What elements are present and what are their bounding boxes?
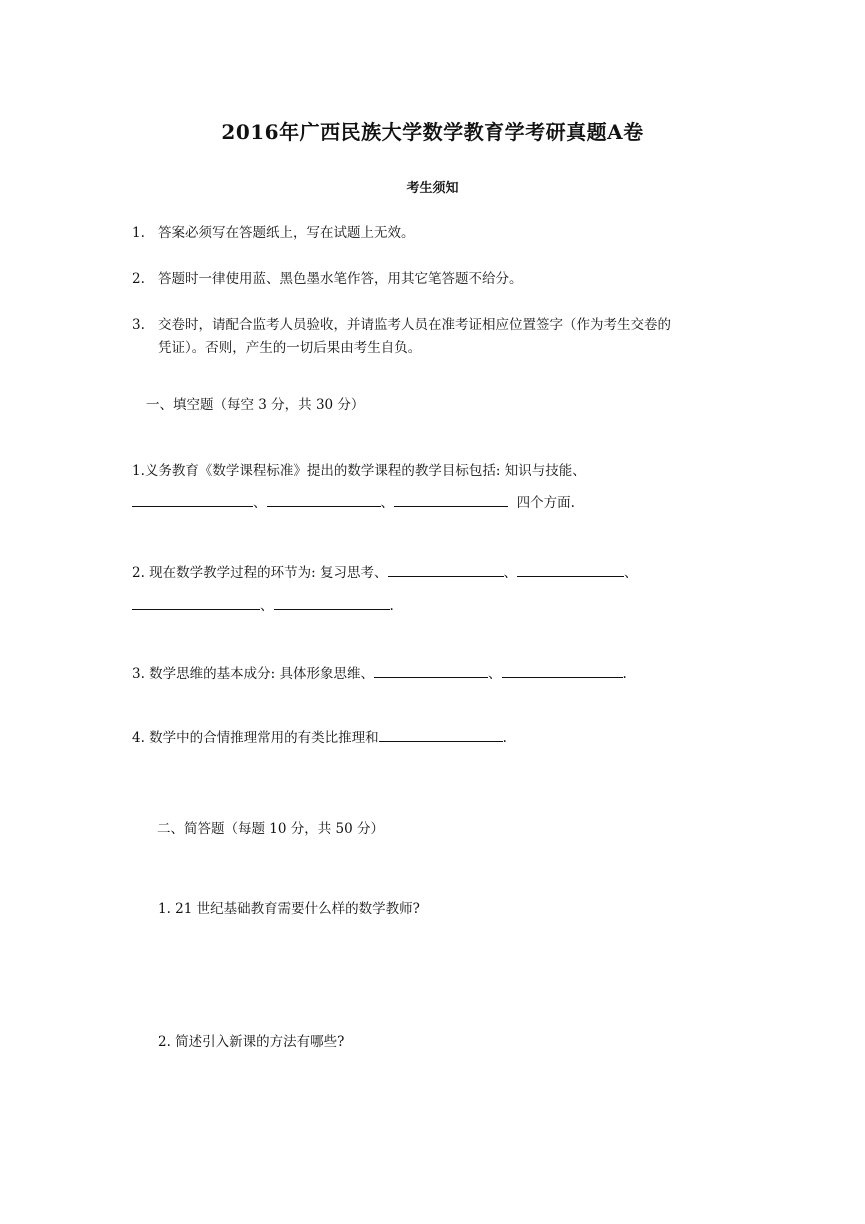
section-1-heading: 一、填空题（每空 3 分，共 30 分） bbox=[146, 397, 365, 413]
notice-heading: 考生须知 bbox=[406, 181, 459, 196]
answer-blank[interactable] bbox=[517, 562, 624, 577]
answer-blank[interactable] bbox=[132, 492, 253, 507]
notice-item-text: 答题时一律使用蓝、黑色墨水笔作答，用其它笔答题不给分。 bbox=[158, 271, 523, 287]
notice-item-1 bbox=[132, 221, 415, 241]
notice-item-number: 3. bbox=[132, 317, 145, 333]
fill-question-3 bbox=[132, 662, 627, 682]
notice-item-text: 答案必须写在答题纸上，写在试题上无效。 bbox=[158, 225, 415, 241]
blank-separator: 、 bbox=[253, 495, 267, 511]
fill-question-1: 1.义务教育《数学课程标准》提出的数学课程的教学目标包括: 知识与技能、 bbox=[132, 463, 586, 479]
fill-question-2 bbox=[132, 561, 638, 581]
notice-item-2 bbox=[132, 267, 523, 287]
notice-item-text: 交卷时，请配合监考人员验收，并请监考人员在准考证相应位置签字（作为考生交卷的 bbox=[158, 317, 671, 333]
short-answer-question-1: 1. 21 世纪基础教育需要什么样的数学教师? bbox=[158, 901, 420, 917]
answer-blank[interactable] bbox=[394, 492, 508, 507]
page-title: 2016年广西民族大学数学教育学考研真题A卷 bbox=[221, 120, 644, 144]
fill-question-2-blanks bbox=[132, 594, 394, 614]
notice-item-3 bbox=[132, 313, 671, 333]
answer-blank[interactable] bbox=[132, 595, 260, 610]
fill-question-2-end: . bbox=[389, 598, 394, 614]
fill-question-4-text: 4. 数学中的合情推理常用的有类比推理和 bbox=[132, 730, 379, 746]
answer-blank[interactable] bbox=[379, 727, 503, 742]
fill-question-1-blanks bbox=[132, 491, 575, 511]
fill-question-2-text: 2. 现在数学教学过程的环节为: 复习思考、 bbox=[132, 565, 388, 581]
blank-separator: 、 bbox=[503, 565, 518, 581]
blank-separator: 、 bbox=[624, 565, 638, 581]
answer-blank[interactable] bbox=[502, 663, 623, 678]
fill-question-3-end: . bbox=[622, 666, 627, 682]
notice-item-3-continuation: 凭证）。否则，产生的一切后果由考生自负。 bbox=[158, 340, 422, 356]
answer-blank[interactable] bbox=[267, 492, 381, 507]
notice-item-number: 1. bbox=[132, 225, 145, 241]
answer-blank[interactable] bbox=[388, 562, 504, 577]
blank-separator: 、 bbox=[380, 495, 394, 511]
fill-question-1-end: 四个方面. bbox=[516, 495, 575, 511]
fill-question-4 bbox=[132, 726, 507, 746]
notice-item-number: 2. bbox=[132, 271, 145, 287]
fill-question-3-text: 3. 数学思维的基本成分: 具体形象思维、 bbox=[132, 666, 375, 682]
short-answer-question-2: 2. 简述引入新课的方法有哪些? bbox=[158, 1034, 345, 1050]
fill-question-4-end: . bbox=[502, 730, 507, 746]
blank-separator: 、 bbox=[260, 598, 274, 614]
answer-blank[interactable] bbox=[374, 663, 488, 678]
section-2-heading: 二、简答题（每题 10 分，共 50 分） bbox=[157, 821, 385, 837]
answer-blank[interactable] bbox=[274, 595, 390, 610]
blank-separator: 、 bbox=[488, 666, 502, 682]
